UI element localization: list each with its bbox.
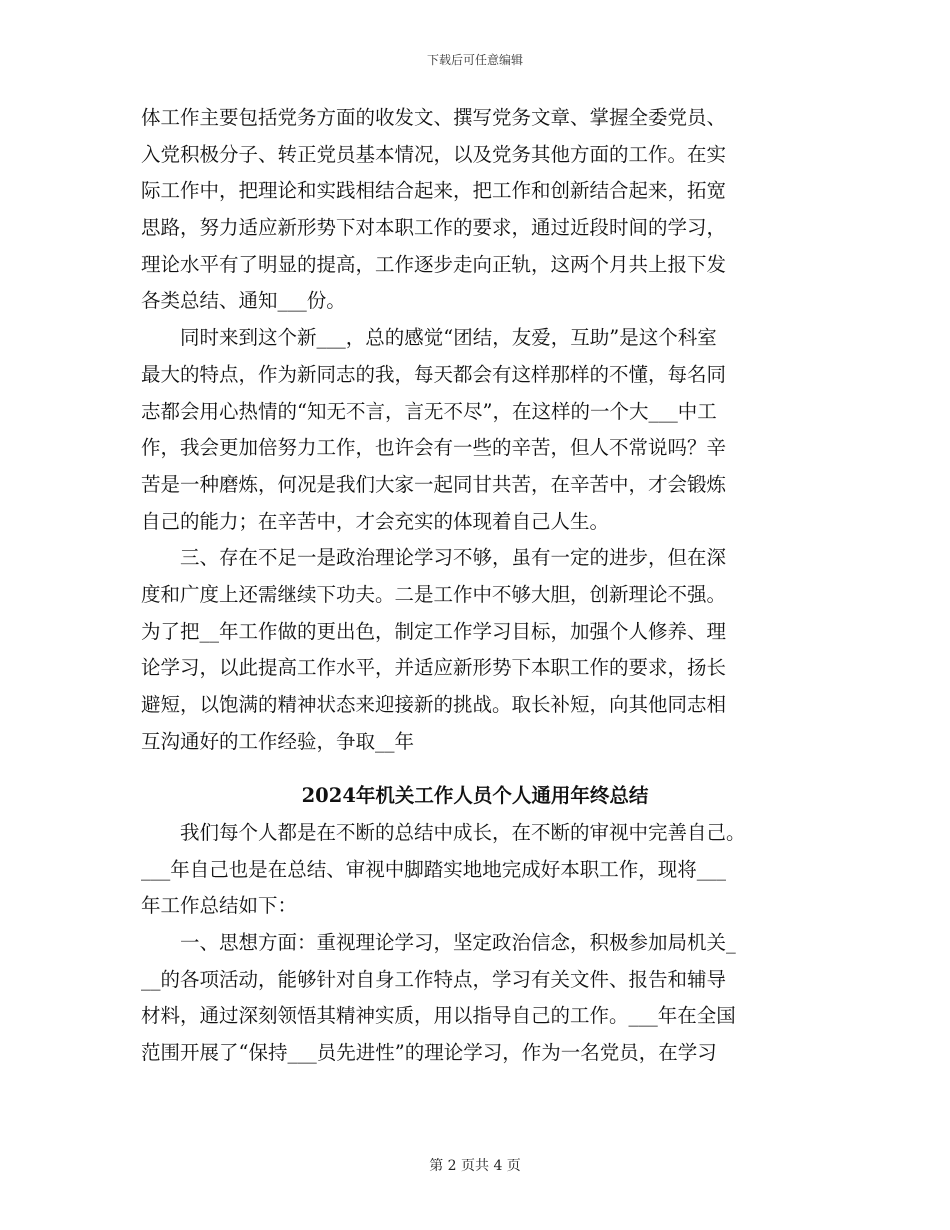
text-line: 同时来到这个新___，总的感觉“团结，友爱，互助”是这个科室 — [141, 326, 717, 350]
text-line: 各类总结、通知___份。 — [141, 289, 346, 313]
text-line: 范围开展了“保持___员先进性”的理论学习，作为一名党员，在学习 — [141, 1041, 717, 1065]
text-line: 三、存在不足一是政治理论学习不够，虽有一定的进步，但在深 — [141, 546, 727, 570]
text-line: 论学习，以此提高工作水平，并适应新形势下本职工作的要求，扬长 — [141, 656, 727, 680]
text-line: 思路，努力适应新形势下对本职工作的要求，通过近段时间的学习， — [141, 216, 727, 240]
text-line: 互沟通好的工作经验，争取__年 — [141, 729, 415, 753]
text-line: 材料，通过深刻领悟其精神实质，用以指导自己的工作。___年在全国 — [141, 1004, 736, 1028]
text-line: 为了把__年工作做的更出色，制定工作学习目标，加强个人修养、理 — [141, 619, 727, 643]
text-line: 一、思想方面：重视理论学习，坚定政治信念，积极参加局机关_ — [141, 931, 736, 955]
text-line: 际工作中，把理论和实践相结合起来，把工作和创新结合起来，拓宽 — [141, 179, 727, 203]
text-line: ___年自己也是在总结、审视中脚踏实地地完成好本职工作，现将___ — [141, 857, 727, 881]
text-line: 作，我会更加倍努力工作，也许会有一些的辛苦，但人不常说吗？辛 — [141, 436, 727, 460]
text-line: 我们每个人都是在不断的总结中成长，在不断的审视中完善自己。 — [141, 821, 746, 844]
body-text-lower — [141, 815, 813, 1072]
text-line: 入党积极分子、转正党员基本情况，以及党务其他方面的工作。在实 — [141, 142, 727, 166]
page-header: 下载后可任意编辑 — [426, 53, 523, 67]
body-text-upper — [141, 100, 813, 760]
text-line: 自己的能力；在辛苦中，才会充实的体现着自己人生。 — [141, 509, 610, 533]
text-line: 年工作总结如下： — [141, 894, 298, 918]
text-line: 避短，以饱满的精神状态来迎接新的挑战。取长补短，向其他同志相 — [141, 693, 727, 716]
text-line: 体工作主要包括党务方面的收发文、撰写党务文章、掌握全委党员、 — [141, 106, 727, 129]
text-line: 苦是一种磨炼，何况是我们大家一起同甘共苦，在辛苦中，才会锻炼 — [141, 472, 727, 496]
text-line: 志都会用心热情的“知无不言，言无不尽”，在这样的一个大___中工 — [141, 399, 717, 423]
text-line: __的各项活动，能够针对自身工作特点，学习有关文件、报告和辅导 — [141, 967, 727, 991]
page-footer: 第 2 页共 4 页 — [429, 1158, 521, 1174]
text-line: 最大的特点，作为新同志的我，每天都会有这样那样的不懂，每名同 — [141, 362, 727, 386]
text-line: 理论水平有了明显的提高，工作逐步走向正轨，这两个月共上报下发 — [141, 252, 727, 276]
section-title: 2024年机关工作人员个人通用年终总结 — [301, 784, 649, 807]
text-line: 度和广度上还需继续下功夫。二是工作中不够大胆，创新理论不强。 — [141, 582, 727, 606]
